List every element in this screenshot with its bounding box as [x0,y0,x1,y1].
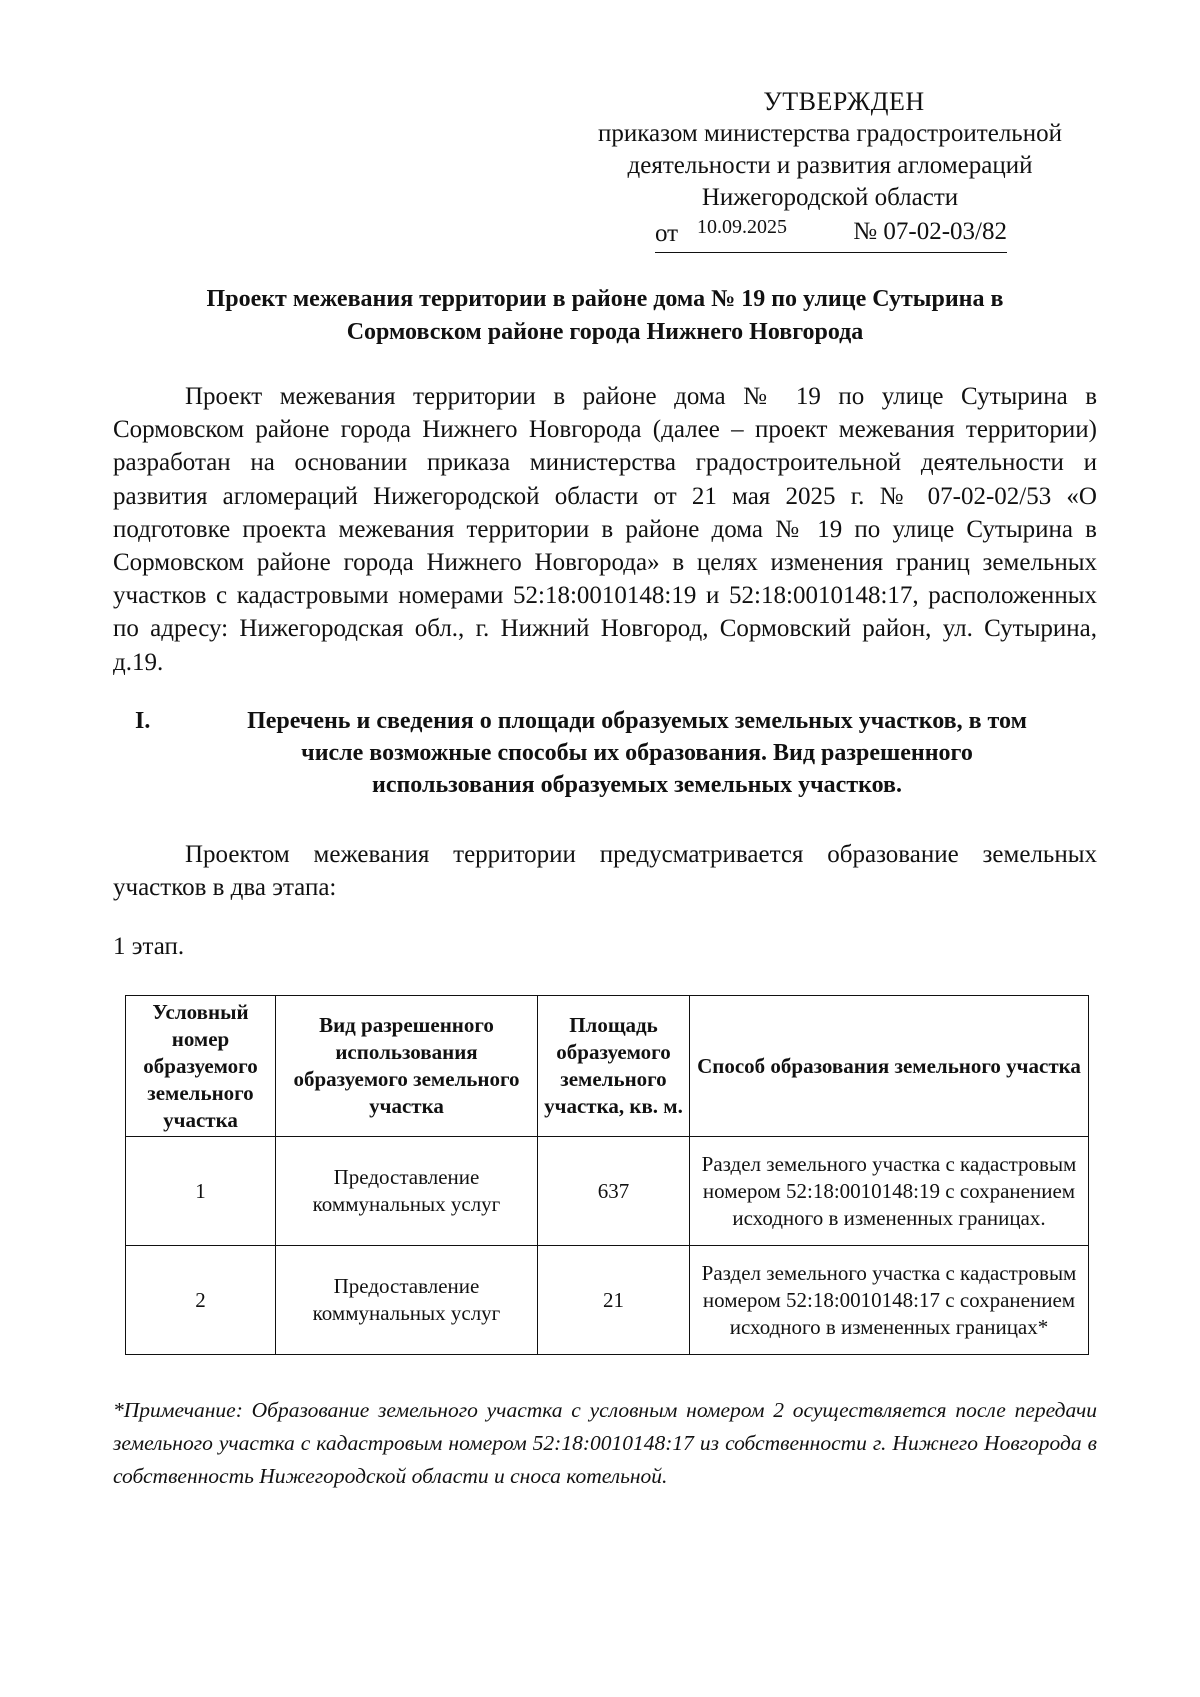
header-formation-method: Способ образования земельного участка [690,996,1089,1137]
cell-area: 21 [538,1246,690,1355]
approval-line-3: Нижегородской области [701,184,959,211]
section-heading-line-3: использования образуемых земельных участков. [371,772,902,798]
intro-paragraph: Проект межевания территории в районе дома № 19 по улице Сутырина в Сормовском районе города Нижнего Новгорода (далее – проект межевания территории) разработан на основании приказа министерства градостроительной деятельности и развития агломераций Нижегородской области от 21 мая 2025 г. № 07-02-02/53 «О подготовке проекта межевания территории в районе дома № 19 по улице Сутырина в Сормовском районе города Нижнего Новгорода» в целях изменения границ земельных участков с кадастровыми номерами 52:18:0010148:19 и 52:18:0010148:17, расположенных по адресу: Нижегородская обл., г. Нижний Новгород, Сормовский район, ул. Сутырина, д.19. [113,383,1097,676]
approval-line-1: приказом министерства градостроительной [598,120,1062,147]
section-heading [135,705,1097,801]
cell-permitted-use: Предоставление коммунальных услуг [276,1246,538,1355]
section-heading-line-2: числе возможные способы их образования. Вид разрешенного [301,740,973,766]
approved-heading: УТВЕРЖДЕН [763,87,925,116]
land-plots-table [125,995,1089,1355]
cell-plot-number: 1 [126,1137,276,1246]
table-header-row [126,996,1089,1137]
document-title [110,283,1100,349]
approval-date-row [655,218,1007,253]
document-title-line-1: Проект межевания территории в районе дома № 19 по улице Сутырина в [206,286,1004,312]
cell-area: 637 [538,1137,690,1246]
approval-number: № 07-02-03/82 [853,218,1007,245]
date-prefix: от [655,220,679,247]
approval-block [560,86,1100,214]
header-area: Площадь образуемого земельного участка, кв. м. [538,996,690,1137]
cell-formation-method: Раздел земельного участка с кадастровым номером 52:18:0010148:17 с сохранением исходного в измененных границах* [690,1246,1089,1355]
approval-date: 10.09.2025 [697,216,787,238]
approval-line-2: деятельности и развития агломераций [627,152,1033,179]
document-title-line-2: Сормовском районе города Нижнего Новгорода [346,319,864,345]
table-row [126,1137,1089,1246]
cell-plot-number: 2 [126,1246,276,1355]
footnote-note: *Примечание: Образование земельного участка с условным номером 2 осуществляется после передачи земельного участка с кадастровым номером 52:18:0010148:17 из собственности г. Нижнего Новгорода в собственность Нижегородской области и сноса котельной. [113,1398,1097,1488]
cell-formation-method: Раздел земельного участка с кадастровым номером 52:18:0010148:19 с сохранением исходного в измененных границах. [690,1137,1089,1246]
section-number: I. [135,708,151,734]
provision-paragraph: Проектом межевания территории предусматривается образование земельных участков в два этапа: [113,841,1097,902]
stage-label: 1 этап. [113,933,185,960]
table-row [126,1246,1089,1355]
header-permitted-use: Вид разрешенного использования образуемого земельного участка [276,996,538,1137]
header-plot-number: Условный номер образуемого земельного участка [126,996,276,1137]
section-heading-line-1: Перечень и сведения о площади образуемых земельных участков, в том [247,708,1027,734]
cell-permitted-use: Предоставление коммунальных услуг [276,1137,538,1246]
